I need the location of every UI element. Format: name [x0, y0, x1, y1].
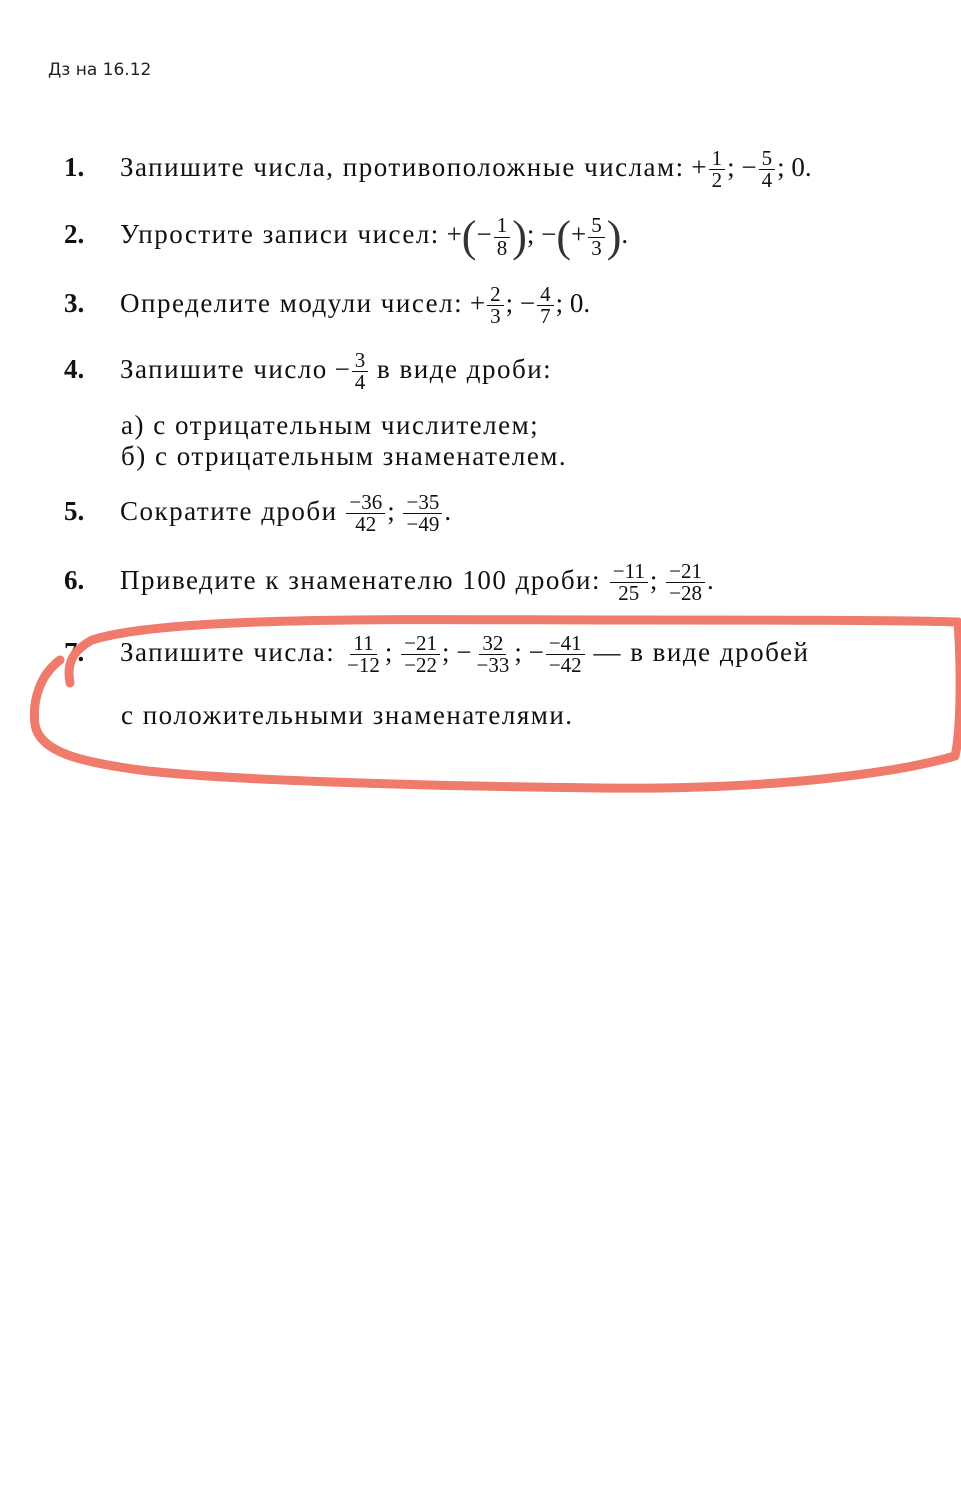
close-paren: )	[606, 212, 622, 261]
fraction	[344, 633, 383, 677]
separator: ;	[442, 637, 450, 668]
fraction	[709, 148, 726, 192]
sign: −	[541, 219, 557, 250]
numerator: −35	[403, 492, 442, 514]
separator: ;	[526, 219, 535, 250]
sign: −	[456, 637, 472, 668]
tail-text: ; 0.	[555, 288, 591, 319]
task-7-line-2: с положительными знаменателями.	[121, 700, 574, 730]
denominator: −28	[669, 581, 702, 606]
task-number: 3.	[64, 288, 85, 319]
denominator: 25	[618, 581, 640, 606]
denominator: 42	[355, 512, 377, 537]
task-text-continued: в виде дроби:	[377, 354, 553, 385]
task-text: Сократите дроби	[120, 496, 338, 527]
task-5	[64, 492, 451, 536]
denominator: −33	[476, 653, 510, 678]
sign: −	[334, 354, 350, 385]
task-text: Упростите записи чисел:	[120, 219, 440, 250]
page-title: Дз на 16.12	[48, 60, 152, 80]
task-text: Запишите числа, противоположные числам:	[120, 152, 685, 183]
sign: +	[469, 288, 486, 319]
numerator: 1	[494, 215, 511, 237]
sign: +	[691, 152, 707, 183]
sign: +	[446, 219, 462, 250]
fraction	[474, 633, 513, 677]
numerator: 1	[709, 148, 726, 170]
task-7	[64, 633, 809, 677]
numerator: 3	[352, 350, 369, 372]
tail-text: .	[706, 565, 714, 596]
denominator: 3	[490, 304, 501, 329]
numerator: 32	[479, 633, 506, 655]
denominator: 2	[711, 168, 723, 193]
denominator: −49	[406, 512, 440, 537]
task-text: Запишите числа:	[120, 637, 336, 668]
numerator: −21	[401, 633, 440, 655]
task-text: Определите модули чисел:	[120, 288, 464, 319]
denominator: 8	[496, 235, 508, 260]
tail-text: .	[444, 496, 452, 527]
denominator: −12	[347, 653, 380, 678]
fraction	[610, 561, 648, 605]
fraction	[401, 633, 440, 677]
separator: ;	[384, 637, 393, 668]
denominator: −22	[404, 653, 437, 678]
open-paren: (	[461, 212, 477, 261]
fraction	[588, 215, 605, 259]
task-number: 1.	[64, 152, 85, 183]
fraction	[494, 215, 511, 259]
fraction	[537, 284, 554, 328]
fraction	[487, 284, 504, 328]
task-1	[64, 148, 812, 192]
task-6	[64, 561, 714, 605]
task-text: Запишите число	[120, 354, 328, 385]
task-4	[64, 350, 552, 394]
fraction	[403, 492, 442, 536]
task-4-option-b: б) с отрицательным знаменателем.	[121, 441, 568, 471]
tail-text: ; 0.	[777, 152, 812, 183]
task-2	[64, 212, 629, 261]
separator: ;	[727, 152, 735, 183]
numerator: 4	[537, 284, 554, 306]
fraction	[346, 492, 385, 536]
numerator: 11	[350, 633, 376, 655]
task-3	[64, 284, 590, 328]
numerator: 5	[588, 215, 605, 237]
numerator: −21	[666, 561, 705, 583]
denominator: 7	[540, 304, 551, 329]
task-number: 6.	[64, 565, 85, 596]
task-number: 2.	[64, 219, 85, 250]
tail-text: .	[621, 219, 629, 250]
sign: +	[571, 219, 587, 250]
denominator: 4	[354, 370, 366, 395]
close-paren: )	[512, 212, 527, 261]
task-text-continued: — в виде дробей	[593, 637, 810, 668]
task-4-option-a: а) с отрицательным числителем;	[121, 410, 540, 440]
sign: −	[741, 152, 757, 183]
numerator: 5	[759, 148, 776, 170]
open-paren: (	[556, 212, 571, 261]
task-text: Приведите к знаменателю 100 дроби:	[120, 565, 602, 596]
fraction	[352, 350, 369, 394]
task-number: 4.	[64, 354, 85, 385]
denominator: 4	[761, 168, 773, 193]
denominator: −42	[548, 653, 582, 678]
sign: −	[476, 219, 492, 250]
task-number: 7.	[64, 637, 85, 668]
fraction	[666, 561, 705, 605]
sign: −	[519, 288, 536, 319]
numerator: 2	[487, 284, 504, 306]
separator: ;	[387, 496, 395, 527]
separator: ;	[505, 288, 514, 319]
numerator: −36	[346, 492, 385, 514]
denominator: 3	[591, 235, 602, 260]
numerator: −11	[610, 561, 648, 583]
separator: ;	[514, 637, 522, 668]
sign: −	[528, 637, 544, 668]
task-number: 5.	[64, 496, 85, 527]
fraction	[759, 148, 776, 192]
numerator: −41	[546, 633, 585, 655]
fraction	[546, 633, 585, 677]
separator: ;	[649, 565, 658, 596]
